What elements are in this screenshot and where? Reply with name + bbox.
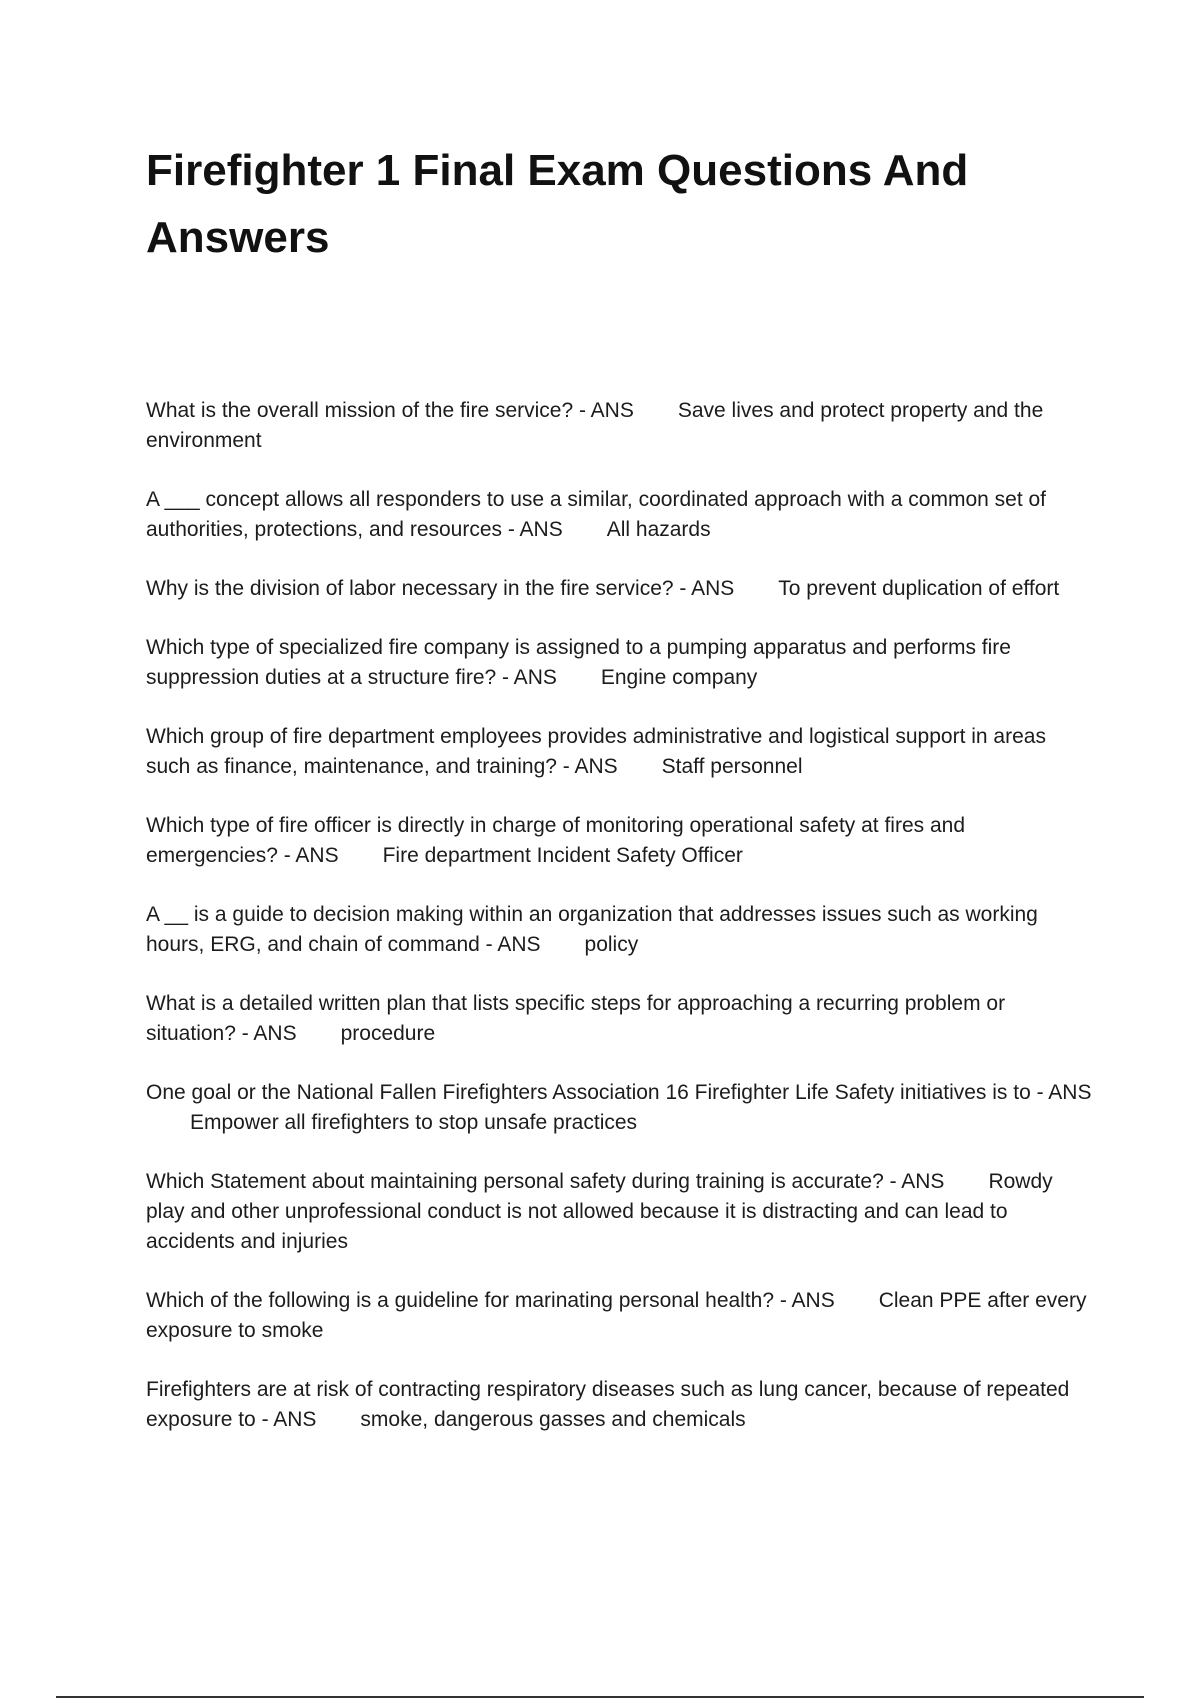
- footer-divider: [56, 1696, 1144, 1698]
- answer-text: smoke, dangerous gasses and chemicals: [360, 1408, 746, 1431]
- answer-text: Rowdy play and other unprofessional conduct is not allowed because it is distracting and can lead to accidents and injuries: [146, 1170, 1053, 1253]
- answer-text: procedure: [340, 1022, 436, 1045]
- question-text: What is the overall mission of the fire service? - ANS: [146, 399, 634, 422]
- question-text: A ___ concept allows all responders to use a similar, coordinated approach with a common set of authorities, protections, and resources - ANS: [146, 488, 1046, 541]
- question-text: Which group of fire department employees provides administrative and logistical support in areas such as finance, maintenance, and training? - ANS: [146, 725, 1046, 778]
- qa-item: [146, 485, 1096, 545]
- question-text: What is a detailed written plan that lists specific steps for approaching a recurring problem or situation? - ANS: [146, 992, 1006, 1045]
- answer-text: Staff personnel: [661, 755, 803, 778]
- question-text: Firefighters are at risk of contracting respiratory diseases such as lung cancer, because of repeated exposure to - ANS: [146, 1378, 1070, 1431]
- question-text: Which of the following is a guideline for marinating personal health? - ANS: [146, 1289, 835, 1312]
- qa-item: [146, 1167, 1096, 1257]
- qa-item: [146, 1078, 1096, 1138]
- answer-text: Engine company: [600, 666, 758, 689]
- question-text: Which type of specialized fire company is assigned to a pumping apparatus and performs fire suppression duties at a structure fire? - ANS: [146, 636, 1011, 689]
- qa-item: [146, 900, 1096, 960]
- qa-list: [146, 396, 1096, 1464]
- question-text: Which Statement about maintaining personal safety during training is accurate? - ANS: [146, 1170, 945, 1193]
- qa-item: [146, 1375, 1096, 1435]
- question-text: Which type of fire officer is directly in charge of monitoring operational safety at fires and emergencies? - ANS: [146, 814, 966, 867]
- answer-text: Empower all firefighters to stop unsafe practices: [190, 1111, 638, 1134]
- qa-item: [146, 989, 1096, 1049]
- qa-item: [146, 811, 1096, 871]
- qa-item: [146, 633, 1096, 693]
- answer-text: policy: [584, 933, 639, 956]
- answer-text: Save lives and protect property and the environment: [146, 399, 1044, 452]
- question-text: A __ is a guide to decision making within an organization that addresses issues such as working hours, ERG, and chain of command - ANS: [146, 903, 1038, 956]
- qa-item: [146, 1286, 1096, 1346]
- qa-item: [146, 574, 1096, 604]
- document-title: Firefighter 1 Final Exam Questions And Answers: [146, 146, 969, 262]
- qa-item: [146, 396, 1096, 456]
- answer-text: All hazards: [606, 518, 711, 541]
- answer-text: To prevent duplication of effort: [778, 577, 1060, 600]
- answer-text: Clean PPE after every exposure to smoke: [146, 1289, 1087, 1342]
- question-text: One goal or the National Fallen Firefighters Association 16 Firefighter Life Safety initiatives is to - ANS: [146, 1081, 1092, 1104]
- qa-item: [146, 722, 1096, 782]
- question-text: Why is the division of labor necessary in the fire service? - ANS: [146, 577, 735, 600]
- answer-text: Fire department Incident Safety Officer: [382, 844, 743, 867]
